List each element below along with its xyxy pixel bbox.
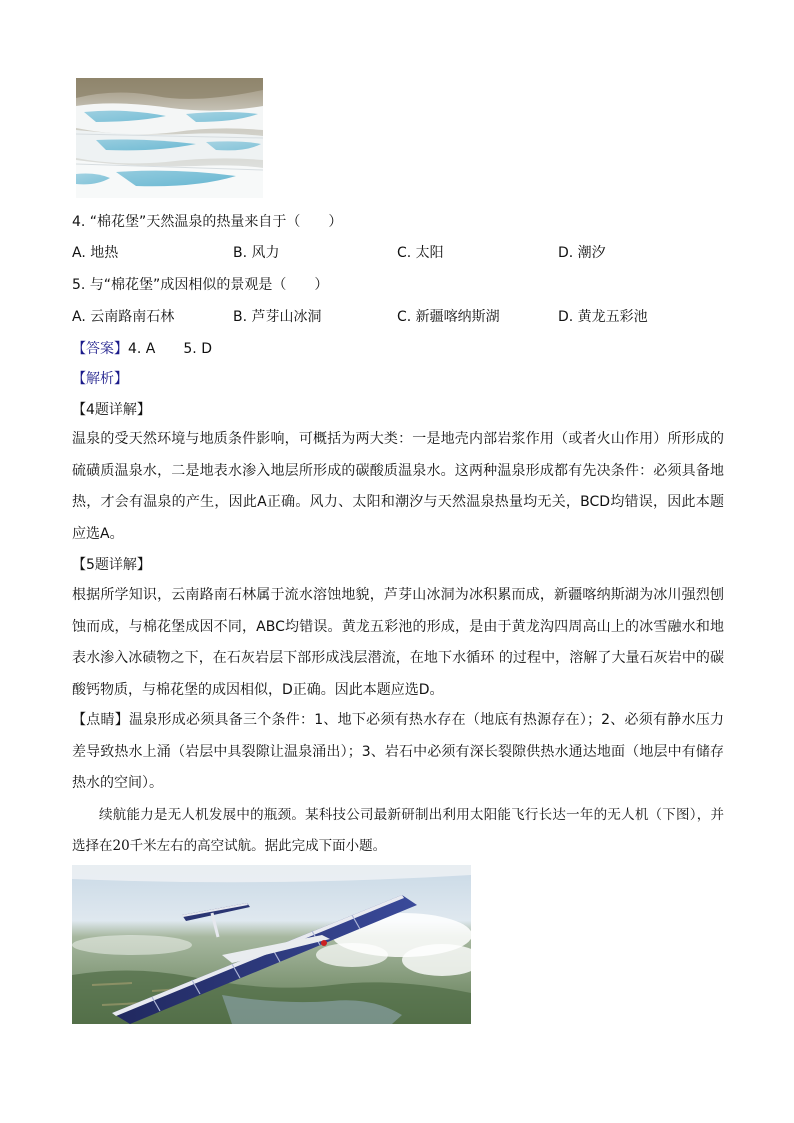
tip-paragraph	[72, 705, 724, 800]
pamukkale-terraces-drawing	[76, 78, 263, 198]
q4-option-d: D. 潮汐	[558, 245, 606, 261]
q5-option-c: C. 新疆喀纳斯湖	[397, 309, 500, 325]
detail-4-label: 【4题详解】	[72, 402, 151, 418]
detail-4-text: 温泉的受天然环境与地质条件影响，可概括为两大类：一是地壳内部岩浆作用（或者火山作用）所形成的硫磺质温泉水，二是地表水渗入地层所形成的碳酸质温泉水。这两种温泉形成都有先决条件：必须具备地热，才会有温泉的产生，因此A正确。风力、太阳和潮汐与天然温泉热量均无关，BCD均错误，因此本题应选A。	[72, 431, 724, 542]
q5-option-d: D. 黄龙五彩池	[558, 309, 648, 325]
answer-label: 【答案】	[72, 341, 128, 357]
q4-option-a: A. 地热	[72, 245, 119, 261]
question-5-stem: 5. 与“棉花堡”成因相似的景观是（ ）	[72, 277, 329, 293]
q4-option-b: B. 风力	[233, 245, 280, 261]
question-4-stem: 4. “棉花堡”天然温泉的热量来自于（ ）	[72, 214, 343, 230]
tip-label: 【点睛】	[72, 712, 129, 728]
tip-text: 温泉形成必须具备三个条件：1、地下必须有热水存在（地底有热源存在）；2、必须有静水压力差导致热水上涌（岩层中具裂隙让温泉涌出）；3、岩石中必须有深长裂隙供热水通达地面（地层中有储存热水的空间）。	[72, 712, 725, 791]
analysis-label: 【解析】	[72, 371, 128, 387]
drone-intro-text: 续航能力是无人机发展中的瓶颈。某科技公司最新研制出利用太阳能飞行长达一年的无人机（下图），并选择在20千米左右的高空试航。据此完成下面小题。	[72, 807, 724, 854]
answer-text: 4. A 5. D	[128, 341, 212, 357]
solar-drone-image	[72, 865, 471, 1024]
q5-option-a: A. 云南路南石林	[72, 309, 175, 325]
solar-drone-drawing	[72, 865, 471, 1024]
detail-5-label: 【5题详解】	[72, 557, 151, 573]
detail-5-text: 根据所学知识，云南路南石林属于流水溶蚀地貌，芦芽山冰洞为冰积累而成，新疆喀纳斯湖为冰川强烈刨蚀而成，与棉花堡成因不同，ABC均错误。黄龙五彩池的形成，是由于黄龙沟四周高山上的冰雪融水和地表水渗入冰碛物之下，在石灰岩层下部形成浅层潜流，在地下水循环 的过程中，溶解了大量石灰岩中的碳酸钙物质，与棉花堡的成因相似，D正确。因此本题应选D。	[72, 587, 724, 698]
answer-line	[72, 339, 212, 359]
q5-option-b: B. 芦芽山冰洞	[233, 309, 322, 325]
pamukkale-terraces-image	[76, 78, 263, 198]
q4-option-c: C. 太阳	[397, 245, 444, 261]
